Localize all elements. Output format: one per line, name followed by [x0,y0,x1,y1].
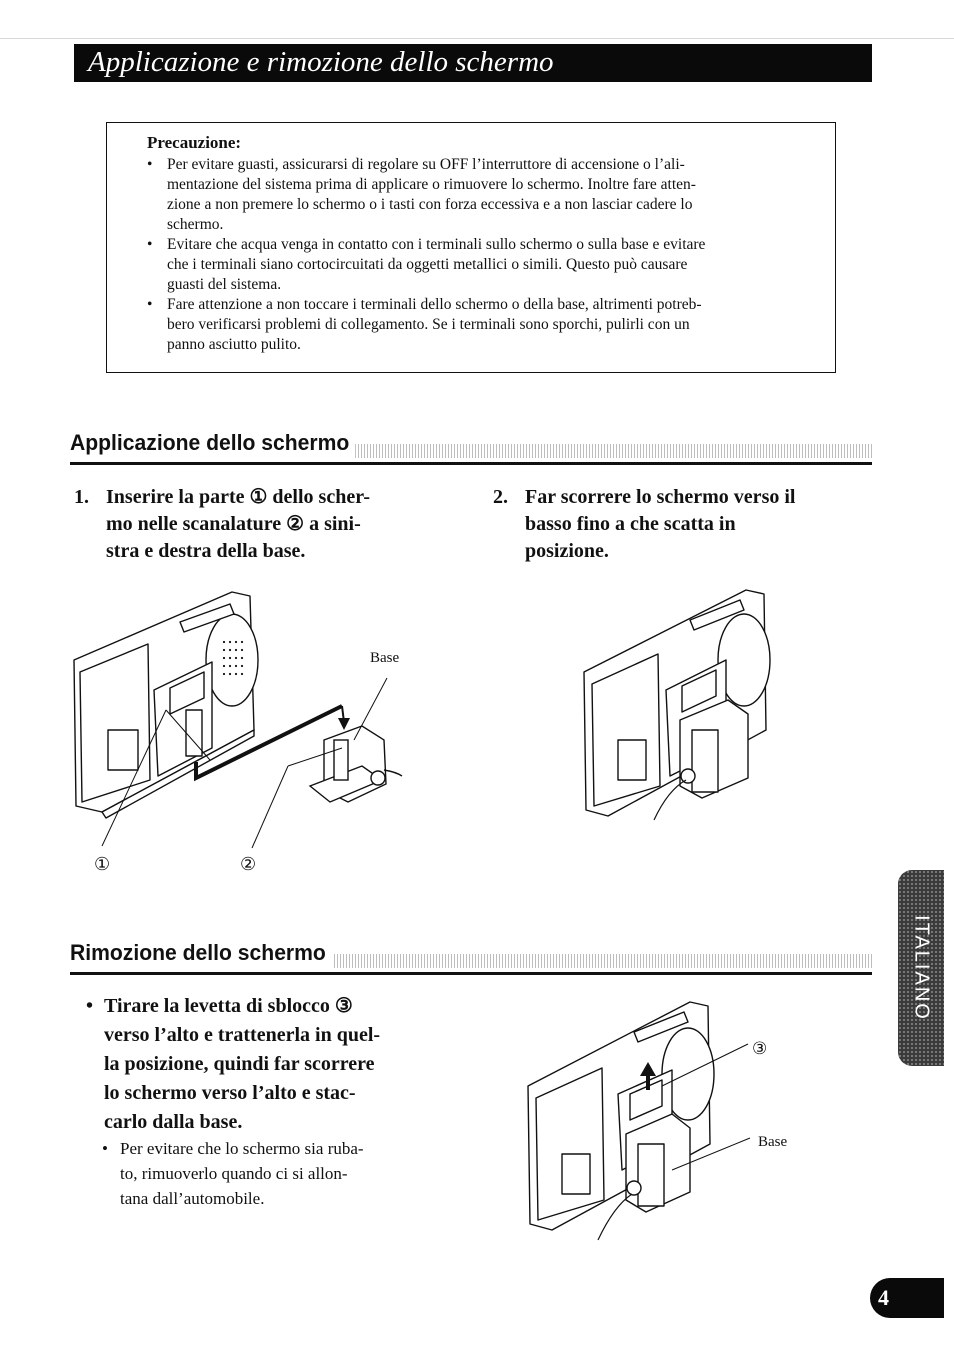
removal-line: carlo dalla base. [104,1111,243,1133]
caution-line: panno asciutto pulito. [167,336,301,353]
callout-2: ② [240,854,257,874]
note-line: tana dall’automobile. [120,1189,265,1208]
caution-item [147,155,821,235]
step-text [106,484,370,565]
step-line: basso fino a che scatta in [525,513,736,535]
down-arrow-icon [338,718,350,730]
caution-heading: Precauzione: [147,133,242,152]
step-line: mo nelle scanalature ② a sini- [106,513,361,535]
page-title: Applicazione e rimozione dello schermo [74,44,872,82]
removal-text [104,992,446,1137]
page-number: 4 [870,1278,944,1318]
step-2 [493,484,873,574]
step-number: 2. [493,486,508,508]
step-line: Far scorrere lo schermo verso il [525,486,796,508]
removal-line: verso l’alto e trattenerla in quel- [104,1024,381,1046]
caution-item [147,295,821,355]
step-number: 1. [74,486,89,508]
removal-line: lo schermo verso l’alto e stac- [104,1082,356,1104]
figure-slide-down [578,580,778,825]
base-mount [310,726,402,802]
figure-remove-screen [522,994,802,1244]
caution-line: • Evitare che acqua venga in contatto con i terminali sullo schermo o sulla base e evitare [167,236,706,253]
caution-line: zione a non premere lo schermo o i tasti con forza eccessiva e a non lasciar cadere lo [167,196,693,213]
callout-1: ① [94,854,111,874]
caution-line: • Per evitare guasti, assicurarsi di regolare su OFF l’interruttore di accensione o l’ali- [167,156,685,173]
section-heading-rimozione [70,938,872,975]
top-rule [0,38,954,39]
callout-3: ③ [752,1039,768,1058]
note-line: to, rimuoverlo quando ci si allon- [120,1164,348,1183]
step-line: stra e destra della base. [106,540,306,562]
caution-line: bero verificarsi problemi di collegamento. Se i terminali sono sporchi, pulirli con un [167,316,690,333]
theft-note-text [120,1136,422,1211]
language-tab-label: ITALIANO [910,915,933,1021]
step-1 [74,484,454,574]
caution-line: che i terminali siano cortocircuitati da oggetti metallici o simili. Questo può causare [167,256,688,273]
section-heading-applicazione [70,428,872,465]
section-heading-text: Rimozione dello schermo [70,938,332,968]
bullet-icon: • [102,1139,108,1158]
language-tab [898,870,944,1066]
figure-attach-screen [62,580,422,880]
removal-line: la posizione, quindi far scorrere [104,1053,375,1075]
theft-note [102,1136,422,1211]
base-label: Base [758,1134,788,1150]
caution-item [147,235,821,295]
caution-line: schermo. [167,216,224,233]
step-line: posizione. [525,540,609,562]
removal-line: Tirare la levetta di sblocco ③ [104,995,353,1017]
step-text [525,484,795,565]
caution-box [106,122,836,373]
caution-list [147,155,821,355]
caution-line: guasti del sistema. [167,276,282,293]
base-label: Base [370,650,400,666]
note-line: Per evitare che lo schermo sia ruba- [120,1139,364,1158]
removal-instruction [86,992,446,1137]
step-line: Inserire la parte ① dello scher- [106,486,370,508]
caution-line: mentazione del sistema prima di applicare o rimuovere lo schermo. Inoltre fare atten- [167,176,696,193]
bullet-icon: • [86,995,94,1017]
section-heading-text: Applicazione dello schermo [70,428,355,458]
caution-line: • Fare attenzione a non toccare i terminali dello schermo o della base, altrimenti potreb- [167,296,702,313]
speaker-grille [206,614,258,706]
